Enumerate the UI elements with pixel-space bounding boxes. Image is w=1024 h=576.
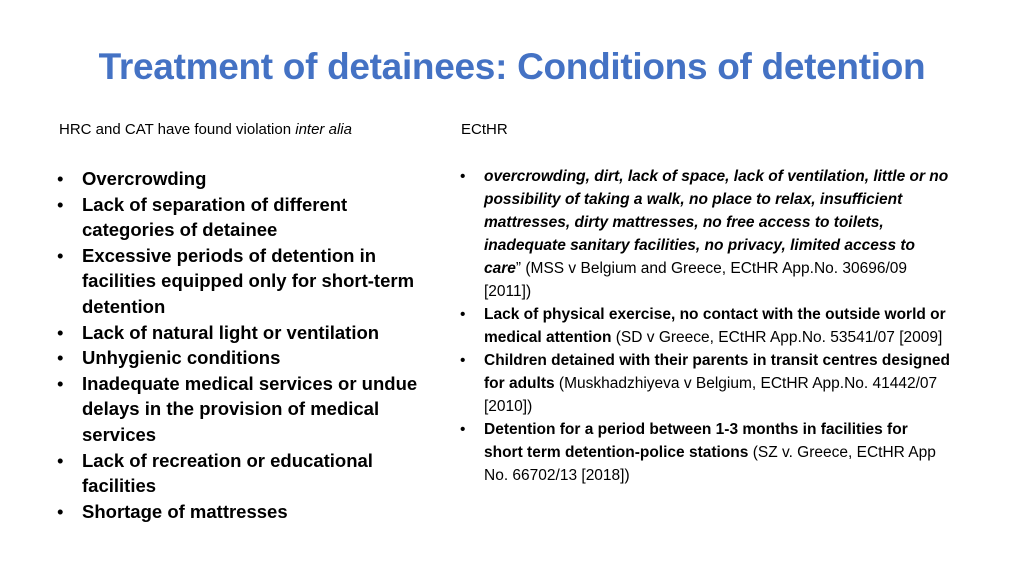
- list-item: [57, 166, 427, 192]
- list-item: [57, 345, 427, 371]
- list-item: [460, 349, 950, 418]
- list-item-text: Lack of natural light or ventilation: [82, 321, 380, 343]
- right-column-heading: ECtHR: [461, 121, 508, 138]
- bullet-icon: •: [57, 244, 64, 266]
- bullet-icon: •: [57, 347, 64, 369]
- bullet-icon: •: [460, 421, 466, 438]
- bullet-icon: •: [57, 372, 64, 394]
- case-citation: (SD v Greece, ECtHR App.No. 53541/07 [2009]: [611, 329, 943, 346]
- bullet-icon: •: [460, 168, 466, 185]
- bullet-icon: •: [460, 352, 466, 369]
- bullet-icon: •: [57, 193, 64, 215]
- list-item-text: Lack of recreation or educational facilities: [82, 449, 373, 497]
- list-item-text: Inadequate medical services or undue delays in the provision of medical services: [82, 372, 418, 445]
- bullet-icon: •: [57, 449, 64, 471]
- bullet-icon: •: [460, 306, 466, 323]
- case-summary-emphasis: Lack of physical exercise, no contact with the outside world or medical attention: [484, 306, 946, 346]
- list-item: [460, 418, 950, 487]
- case-summary-emphasis: overcrowding, dirt, lack of space, lack of ventilation, little or no possibility of taking a walk, no place to relax, insufficient mattresses, dirty mattresses, no free access to toilets, inadequate sanitary facilities, no privacy, limited access to care: [484, 168, 949, 277]
- case-citation: (Muskhadzhiyeva v Belgium, ECtHR App.No. 41442/07 [2010]): [484, 375, 938, 415]
- list-item: [57, 448, 427, 499]
- list-item: [460, 165, 950, 303]
- right-bullet-list: [460, 165, 950, 487]
- case-citation: ” (MSS v Belgium and Greece, ECtHR App.No. 30696/09 [2011]): [484, 260, 908, 300]
- bullet-icon: •: [57, 321, 64, 343]
- case-summary-emphasis: Detention for a period between 1-3 months in facilities for short term detention-police stations: [484, 421, 908, 461]
- list-item-text: Unhygienic conditions: [82, 347, 281, 369]
- list-item: [57, 243, 427, 320]
- case-summary-emphasis: Children detained with their parents in transit centres designed for adults: [484, 352, 950, 392]
- left-column-heading: [59, 121, 352, 138]
- left-bullet-list: [57, 166, 427, 524]
- list-item-text: Lack of separation of different categories of detainee: [82, 193, 348, 241]
- slide-title: Treatment of detainees: Conditions of detention: [98, 46, 926, 87]
- bullet-icon: •: [57, 500, 64, 522]
- list-item-text: Shortage of mattresses: [82, 500, 288, 522]
- list-item: [57, 192, 427, 243]
- bullet-icon: •: [57, 168, 64, 189]
- left-heading-text: HRC and CAT have found violation: [59, 121, 296, 138]
- list-item: [460, 303, 950, 349]
- case-citation: (SZ v. Greece, ECtHR App No. 66702/13 [2018]): [484, 444, 936, 484]
- list-item-text: Excessive periods of detention in facilities equipped only for short-term detention: [82, 244, 415, 317]
- list-item: [57, 371, 427, 448]
- list-item: [57, 320, 427, 346]
- left-heading-italic: inter alia: [295, 121, 352, 138]
- list-item-text: Overcrowding: [82, 168, 207, 189]
- list-item: [57, 499, 427, 525]
